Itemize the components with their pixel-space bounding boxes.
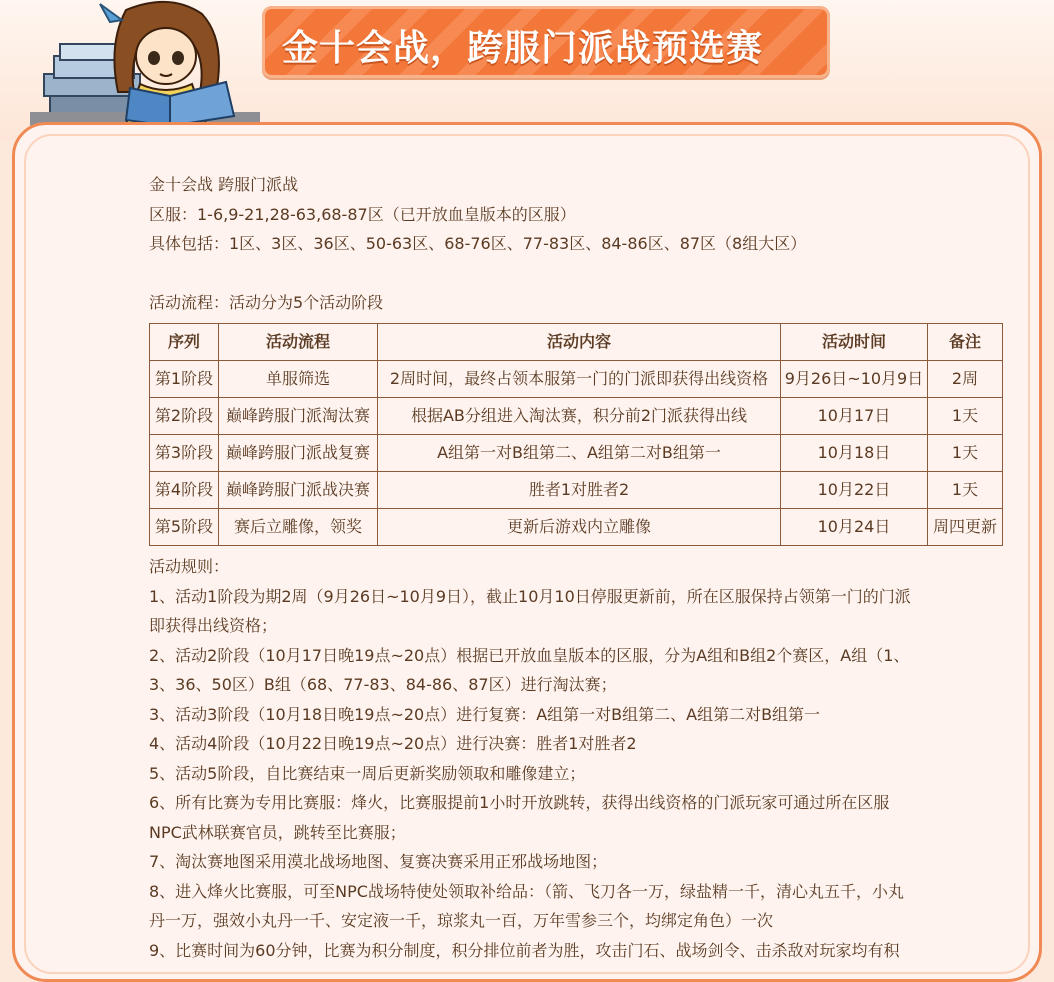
cell-content: 2周时间，最终占领本服第一门的门派即获得出线资格	[378, 361, 781, 398]
rules-line: 8、进入烽火比赛服，可至NPC战场特使处领取补给品：（箭、飞刀各一万，绿盐精一千，清心丸五千，小丸	[149, 881, 904, 901]
cell-note: 1天	[928, 435, 1003, 472]
cell-content: 根据AB分组进入淘汰赛，积分前2门派获得出线	[378, 398, 781, 435]
cell-content: 更新后游戏内立雕像	[378, 509, 781, 546]
flow-heading: 活动流程：活动分为5个活动阶段	[149, 292, 384, 312]
spacer	[149, 259, 1009, 288]
header-note: 备注	[928, 324, 1003, 361]
cell-sequence: 第4阶段	[150, 472, 219, 509]
rules-line: 9、比赛时间为60分钟，比赛为积分制度，积分排位前者为胜，攻击门石、战场剑令、击杀敌对玩家均有积	[149, 940, 900, 960]
rules-line: 丹一万，强效小丸丹一千、安定液一千，琼浆丸一百，万年雪参三个，均绑定角色）一次	[149, 911, 774, 930]
table-row	[150, 361, 1003, 398]
cell-time: 10月18日	[781, 435, 928, 472]
article-body	[149, 170, 1009, 965]
rules-line: 2、活动2阶段（10月17日晚19点~20点）根据已开放血皇版本的区服，分为A组和B组2个赛区，A组（1、	[149, 645, 910, 665]
header-flow: 活动流程	[219, 324, 378, 361]
cell-time: 10月24日	[781, 509, 928, 546]
header-content: 活动内容	[378, 324, 781, 361]
rules-line: 即获得出线资格；	[149, 616, 278, 635]
rules-line: 7、淘汰赛地图采用漠北战场地图、复赛决赛采用正邪战场地图；	[149, 852, 608, 871]
rules-line: 1、活动1阶段为期2周（9月26日~10月9日），截止10月10日停服更新前，所在区服保持占领第一门的门派	[149, 586, 911, 606]
header-sequence: 序列	[150, 324, 219, 361]
rules-line: 3、36、50区）B组（68、77-83、84-86、87区）进行淘汰赛；	[149, 675, 617, 694]
cell-flow: 巅峰跨服门派战复赛	[219, 435, 378, 472]
cell-flow: 赛后立雕像，领奖	[219, 509, 378, 546]
activity-table	[149, 323, 1003, 546]
rules-line: 4、活动4阶段（10月22日晚19点~20点）进行决赛：胜者1对胜者2	[149, 734, 637, 753]
cell-sequence: 第5阶段	[150, 509, 219, 546]
cell-note: 1天	[928, 398, 1003, 435]
cell-content: 胜者1对胜者2	[378, 472, 781, 509]
rules-line: 5、活动5阶段，自比赛结束一周后更新奖励领取和雕像建立；	[149, 763, 586, 783]
mascot-illustration	[30, 0, 260, 128]
intro-servers: 区服：1-6,9-21,28-63,68-87区（已开放血皇版本的区服）	[149, 204, 576, 224]
intro-title: 金十会战 跨服门派战	[149, 175, 299, 194]
page-title: 金十会战，跨服门派战预选赛	[282, 28, 764, 69]
table-row	[150, 398, 1003, 435]
rules-line: 3、活动3阶段（10月18日晚19点~20点）进行复赛：A组第一对B组第二、A组第二对B组第一	[149, 704, 821, 724]
table-header-row	[150, 324, 1003, 361]
cell-sequence: 第1阶段	[150, 361, 219, 398]
cell-content: A组第一对B组第二、A组第二对B组第一	[378, 435, 781, 472]
table-row	[150, 472, 1003, 509]
cell-time: 10月22日	[781, 472, 928, 509]
cell-sequence: 第3阶段	[150, 435, 219, 472]
cell-flow: 巅峰跨服门派战决赛	[219, 472, 378, 509]
header-time: 活动时间	[781, 324, 928, 361]
rules-section	[149, 552, 1009, 965]
rules-line: NPC武林联赛官员，跳转至比赛服；	[149, 822, 406, 842]
cell-note: 2周	[928, 361, 1003, 398]
table-row	[150, 435, 1003, 472]
rules-line: 6、所有比赛为专用比赛服：烽火，比赛服提前1小时开放跳转，获得出线资格的门派玩家可通过所在区服	[149, 793, 890, 812]
intro-details: 具体包括：1区、3区、36区、50-63区、68-76区、77-83区、84-86区、87区（8组大区）	[149, 234, 807, 253]
cell-sequence: 第2阶段	[150, 398, 219, 435]
cell-time: 9月26日~10月9日	[781, 361, 928, 398]
cell-note: 周四更新	[928, 509, 1003, 546]
rules-heading: 活动规则：	[149, 557, 230, 576]
cell-flow: 巅峰跨服门派淘汰赛	[219, 398, 378, 435]
cell-note: 1天	[928, 472, 1003, 509]
table-row	[150, 509, 1003, 546]
cell-flow: 单服筛选	[219, 361, 378, 398]
title-banner	[262, 6, 830, 78]
cell-time: 10月17日	[781, 398, 928, 435]
